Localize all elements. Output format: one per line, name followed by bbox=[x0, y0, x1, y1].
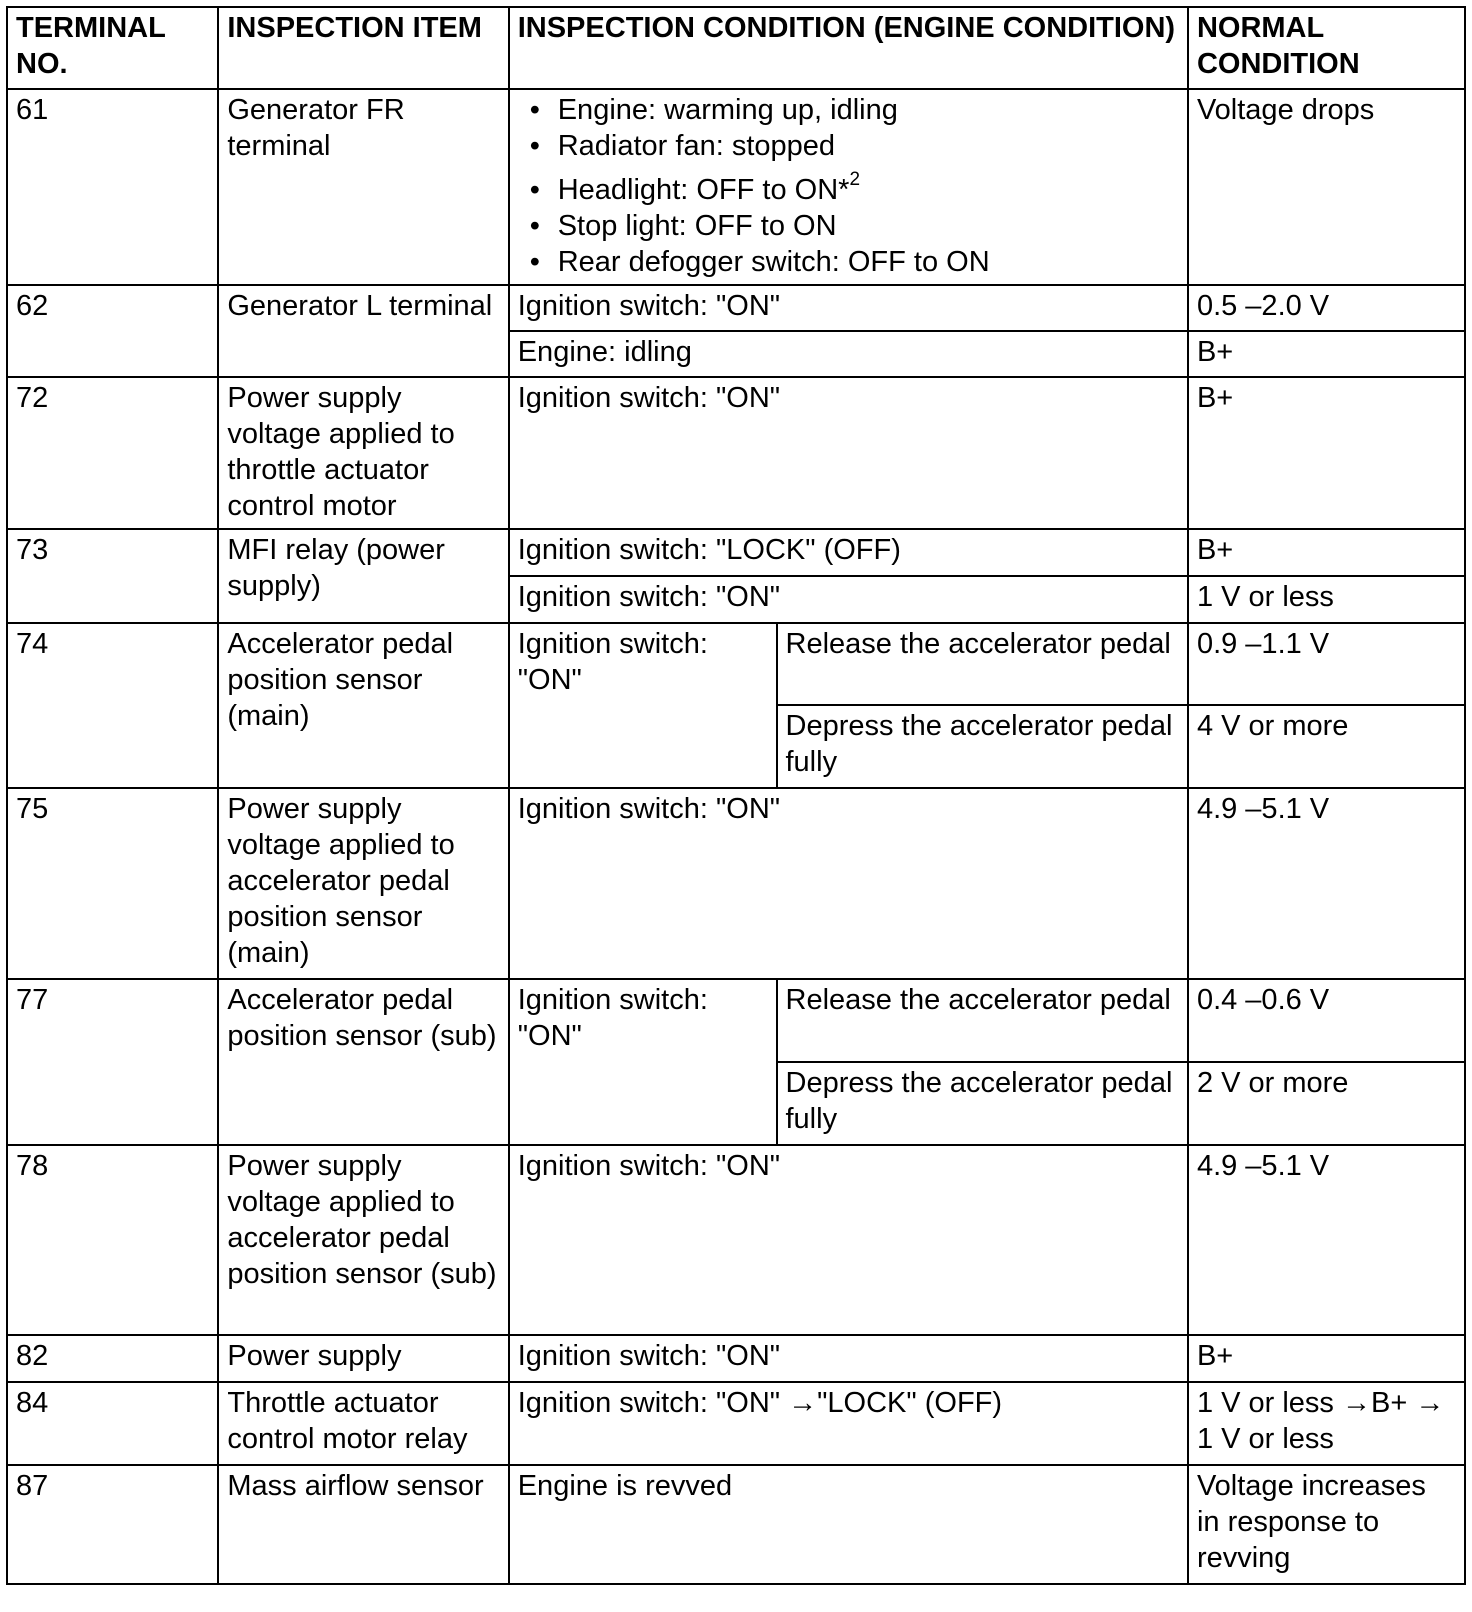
condition-cell: Ignition switch: "ON" →"LOCK" (OFF) bbox=[509, 1382, 1188, 1465]
list-item: • Stop light: OFF to ON bbox=[518, 208, 1179, 244]
terminal-cell: 78 bbox=[7, 1145, 218, 1335]
item-cell: Power supply voltage applied to throttle actuator control motor bbox=[218, 377, 508, 529]
condition-cell: Ignition switch: "ON" bbox=[509, 377, 1188, 529]
action-cell: Release the accelerator pedal bbox=[777, 979, 1188, 1062]
condition-cell: Ignition switch: "ON" bbox=[509, 623, 777, 788]
condition-list bbox=[518, 92, 1179, 280]
terminal-cell: 74 bbox=[7, 623, 218, 788]
table-row bbox=[7, 89, 1465, 285]
condition-cell: Engine: idling bbox=[509, 331, 1188, 377]
terminal-cell: 82 bbox=[7, 1335, 218, 1382]
item-cell: MFI relay (power supply) bbox=[218, 529, 508, 623]
table-row bbox=[7, 788, 1465, 979]
item-cell: Accelerator pedal position sensor (sub) bbox=[218, 979, 508, 1145]
item-cell: Generator L terminal bbox=[218, 285, 508, 377]
normal-cell: 4 V or more bbox=[1188, 705, 1465, 788]
normal-cell: 0.5 –2.0 V bbox=[1188, 285, 1465, 331]
item-cell: Throttle actuator control motor relay bbox=[218, 1382, 508, 1465]
table-row bbox=[7, 1335, 1465, 1382]
condition-cell: Ignition switch: "ON" bbox=[509, 1145, 1188, 1335]
normal-cell: B+ bbox=[1188, 1335, 1465, 1382]
terminal-cell: 61 bbox=[7, 89, 218, 285]
terminal-cell: 62 bbox=[7, 285, 218, 377]
item-cell: Mass airflow sensor bbox=[218, 1465, 508, 1584]
normal-cell: Voltage drops bbox=[1188, 89, 1465, 285]
list-item: • Headlight: OFF to ON*$^2$ bbox=[518, 172, 1179, 208]
list-item: • Engine: warming up, idling bbox=[518, 92, 1179, 128]
header-inspection-condition: INSPECTION CONDITION (ENGINE CONDITION) bbox=[509, 7, 1188, 89]
item-cell: Power supply voltage applied to accelerator pedal position sensor (main) bbox=[218, 788, 508, 979]
condition-cell: Ignition switch: "ON" bbox=[509, 285, 1188, 331]
normal-cell: 1 V or less bbox=[1188, 576, 1465, 623]
normal-cell: B+ bbox=[1188, 377, 1465, 529]
list-item: • Rear defogger switch: OFF to ON bbox=[518, 244, 1179, 280]
normal-cell: 4.9 –5.1 V bbox=[1188, 788, 1465, 979]
terminal-cell: 75 bbox=[7, 788, 218, 979]
normal-cell: 2 V or more bbox=[1188, 1062, 1465, 1145]
table-row bbox=[7, 1465, 1465, 1584]
normal-cell: Voltage increases in response to revving bbox=[1188, 1465, 1465, 1584]
condition-cell bbox=[509, 89, 1188, 285]
normal-cell: B+ bbox=[1188, 529, 1465, 576]
condition-cell: Ignition switch: "ON" bbox=[509, 576, 1188, 623]
action-cell: Release the accelerator pedal bbox=[777, 623, 1188, 705]
normal-cell: 1 V or less →B+ → 1 V or less bbox=[1188, 1382, 1465, 1465]
item-cell: Power supply voltage applied to accelerator pedal position sensor (sub) bbox=[218, 1145, 508, 1335]
table-row bbox=[7, 1382, 1465, 1465]
header-normal-condition: NORMAL CONDITION bbox=[1188, 7, 1465, 89]
table-row bbox=[7, 529, 1465, 576]
footnote-marker: 2 bbox=[849, 169, 861, 190]
condition-cell: Ignition switch: "LOCK" (OFF) bbox=[509, 529, 1188, 576]
terminal-cell: 87 bbox=[7, 1465, 218, 1584]
table-row bbox=[7, 623, 1465, 705]
table-row bbox=[7, 979, 1465, 1062]
table-row bbox=[7, 285, 1465, 331]
item-cell: Power supply bbox=[218, 1335, 508, 1382]
condition-cell: Ignition switch: "ON" bbox=[509, 1335, 1188, 1382]
action-cell: Depress the accelerator pedal fully bbox=[777, 705, 1188, 788]
action-cell: Depress the accelerator pedal fully bbox=[777, 1062, 1188, 1145]
terminal-cell: 77 bbox=[7, 979, 218, 1145]
normal-cell: 4.9 –5.1 V bbox=[1188, 1145, 1465, 1335]
inspection-table-wrapper bbox=[6, 6, 1466, 1585]
normal-cell: B+ bbox=[1188, 331, 1465, 377]
terminal-cell: 72 bbox=[7, 377, 218, 529]
table-row bbox=[7, 1145, 1465, 1335]
condition-cell: Engine is revved bbox=[509, 1465, 1188, 1584]
header-row bbox=[7, 7, 1465, 89]
normal-cell: 0.9 –1.1 V bbox=[1188, 623, 1465, 705]
normal-cell: 0.4 –0.6 V bbox=[1188, 979, 1465, 1062]
table-row bbox=[7, 377, 1465, 529]
terminal-cell: 84 bbox=[7, 1382, 218, 1465]
item-cell: Generator FR terminal bbox=[218, 89, 508, 285]
condition-cell: Ignition switch: "ON" bbox=[509, 788, 1188, 979]
header-terminal-no: TERMINAL NO. bbox=[7, 7, 218, 89]
inspection-table bbox=[6, 6, 1466, 1585]
terminal-cell: 73 bbox=[7, 529, 218, 623]
condition-cell: Ignition switch: "ON" bbox=[509, 979, 777, 1145]
list-item: • Radiator fan: stopped bbox=[518, 128, 1179, 164]
header-inspection-item: INSPECTION ITEM bbox=[218, 7, 508, 89]
item-cell: Accelerator pedal position sensor (main) bbox=[218, 623, 508, 788]
